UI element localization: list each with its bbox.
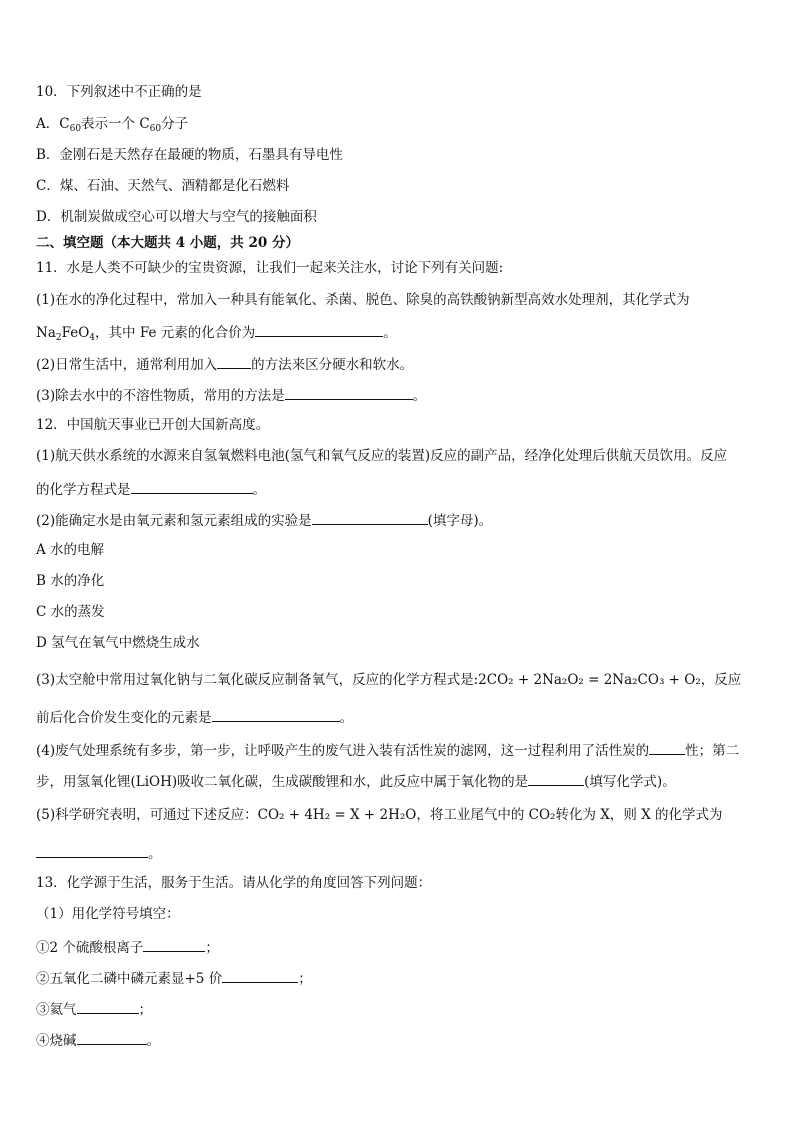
q13-i2-pre: ②五氧化二磷中磷元素显+5 价	[36, 971, 223, 987]
q12-p2-pre: (2)能确定水是由氧元素和氢元素组成的实验是	[36, 513, 312, 529]
q13-i4-pre: ④烧碱	[36, 1033, 77, 1049]
q10-option-b: B．金刚石是天然存在最硬的物质，石墨具有导电性	[36, 147, 343, 163]
q12-option-c: C 水的蒸发	[36, 604, 105, 620]
answer-blank-q13-1[interactable]	[143, 937, 205, 952]
q11-sub4: 4	[89, 333, 96, 343]
q13-item-2	[36, 968, 312, 988]
q12-p4-l2-post: (填写化学式)。	[584, 774, 676, 790]
q10-a-post: 分子	[161, 116, 189, 132]
q10-a-mid: 表示一个 C	[81, 116, 150, 132]
q10-option-d: D．机制炭做成空心可以增大与空气的接触面积	[36, 209, 317, 225]
q12-p1-line2	[36, 479, 266, 499]
q11-p2-pre: (2)日常生活中，通常利用加入	[36, 357, 218, 373]
q12-p5-line2	[36, 843, 162, 863]
q10-a-pre: A．C	[36, 116, 70, 132]
q10-a-sub2: 60	[149, 124, 162, 134]
answer-blank-q13-2[interactable]	[222, 968, 298, 983]
q10-option-a	[36, 115, 188, 133]
q13-i3-end: ；	[138, 1002, 152, 1018]
answer-blank-q12-2[interactable]	[312, 510, 428, 525]
q11-p3	[36, 385, 426, 405]
q13-i1-end: ；	[205, 940, 219, 956]
q12-p4-line2	[36, 771, 676, 791]
q12-p3-post: ，反应	[700, 672, 742, 688]
q12-p5-pre: (5)科学研究表明，可通过下述反应：	[36, 807, 258, 823]
q12-p2	[36, 510, 492, 530]
q13-i3-pre: ③氦气	[36, 1002, 77, 1018]
answer-blank-q13-4[interactable]	[77, 1030, 147, 1045]
answer-blank-q12-5[interactable]	[36, 843, 148, 858]
q10-stem: 10．下列叙述中不正确的是	[36, 84, 202, 100]
q11-sub2: 2	[55, 333, 62, 343]
q12-option-d: D 氢气在氧气中燃烧生成水	[36, 635, 200, 651]
q12-p2-post: (填字母)。	[427, 513, 493, 529]
answer-blank-q11-2[interactable]	[217, 354, 251, 369]
q12-p4-line1	[36, 740, 739, 760]
q13-i2-end: ；	[298, 971, 312, 987]
q13-i4-end: 。	[146, 1033, 160, 1049]
q11-feo: FeO	[61, 325, 90, 341]
section-title: 二、填空题（本大题共 4 小题，共 20 分）	[36, 235, 299, 251]
answer-blank-q12-3[interactable]	[212, 707, 340, 722]
q12-option-a: A 水的电解	[36, 542, 105, 558]
q13-item-4	[36, 1030, 160, 1050]
q12-p1-pre: 的化学方程式是	[36, 482, 131, 498]
q10-option-c: C．煤、石油、天然气、酒精都是化石燃料	[36, 178, 290, 194]
q12-p4-post: 性；第二	[685, 743, 740, 759]
answer-blank-q13-3[interactable]	[77, 999, 139, 1014]
q12-p1-line1: (1)航天供水系统的水源来自氢氧燃料电池(氢气和氧气反应的装置)反应的副产品，经净化处理后供航天员饮用。反应	[36, 448, 728, 464]
q11-p1-line2	[36, 322, 397, 342]
q12-p4-l2-pre: 步，用氢氧化锂(LiOH)吸收二氧化碳，生成碳酸锂和水，此反应中属于氧化物的是	[36, 774, 529, 790]
answer-blank-q12-1[interactable]	[131, 479, 253, 494]
q12-p5-line1	[36, 806, 723, 824]
q12-p5-post: ，将工业尾气中的 CO₂转化为 X，则 X 的化学式为	[416, 807, 723, 823]
q12-p3-line2	[36, 707, 353, 727]
q13-i1-pre: ①2 个硫酸根离子	[36, 940, 144, 956]
q13-item-1	[36, 937, 219, 957]
q12-p4-pre: (4)废气处理系统有多步，第一步，让呼吸产生的废气进入装有活性炭的滤网，这一过程利用了活性炭的	[36, 743, 650, 759]
q12-p3-pre: (3)太空舱中常用过氧化钠与二氧化碳反应制备氧气，反应的化学方程式是:	[36, 672, 479, 688]
q12-p1-end: 。	[252, 482, 266, 498]
answer-blank-q12-4a[interactable]	[649, 740, 685, 755]
q13-stem: 13．化学源于生活，服务于生活。请从化学的角度回答下列问题：	[36, 875, 432, 891]
q11-p3-pre: (3)除去水中的不溶性物质，常用的方法是	[36, 388, 285, 404]
q11-stem: 11．水是人类不可缺少的宝贵资源，让我们一起来关注水，讨论下列有关问题:	[36, 260, 504, 276]
q12-option-b: B 水的净化	[36, 573, 105, 589]
q11-rest: ，其中 Fe 元素的化合价为	[95, 325, 256, 341]
q12-p5-equation: CO₂ + 4H₂ = X + 2H₂O	[257, 807, 417, 823]
q12-p3-line1	[36, 671, 741, 689]
answer-blank-q11-3[interactable]	[285, 385, 413, 400]
q11-p1-end: 。	[383, 325, 397, 341]
q11-na: Na	[36, 325, 56, 341]
q12-p3-l2-end: 。	[339, 710, 353, 726]
q13-p1: （1）用化学符号填空：	[36, 906, 180, 922]
answer-blank-q11-1[interactable]	[255, 322, 383, 337]
q10-a-sub1: 60	[69, 124, 82, 134]
q11-p1-line1: (1)在水的净化过程中，常加入一种具有能氧化、杀菌、脱色、除臭的高铁酸钠新型高效水处理剂，其化学式为	[36, 292, 690, 308]
q11-p2-post: 的方法来区分硬水和软水。	[251, 357, 414, 373]
q11-p3-end: 。	[412, 388, 427, 404]
q13-item-3	[36, 999, 152, 1019]
q11-p2	[36, 354, 413, 374]
answer-blank-q12-4b[interactable]	[528, 771, 584, 786]
q12-p3-l2-pre: 前后化合价发生变化的元素是	[36, 710, 212, 726]
q12-p5-end: 。	[148, 846, 162, 862]
q12-stem: 12．中国航天事业已开创大国新高度。	[36, 417, 270, 433]
q12-p3-equation: 2CO₂ + 2Na₂O₂ = 2Na₂CO₃ + O₂	[478, 672, 701, 688]
